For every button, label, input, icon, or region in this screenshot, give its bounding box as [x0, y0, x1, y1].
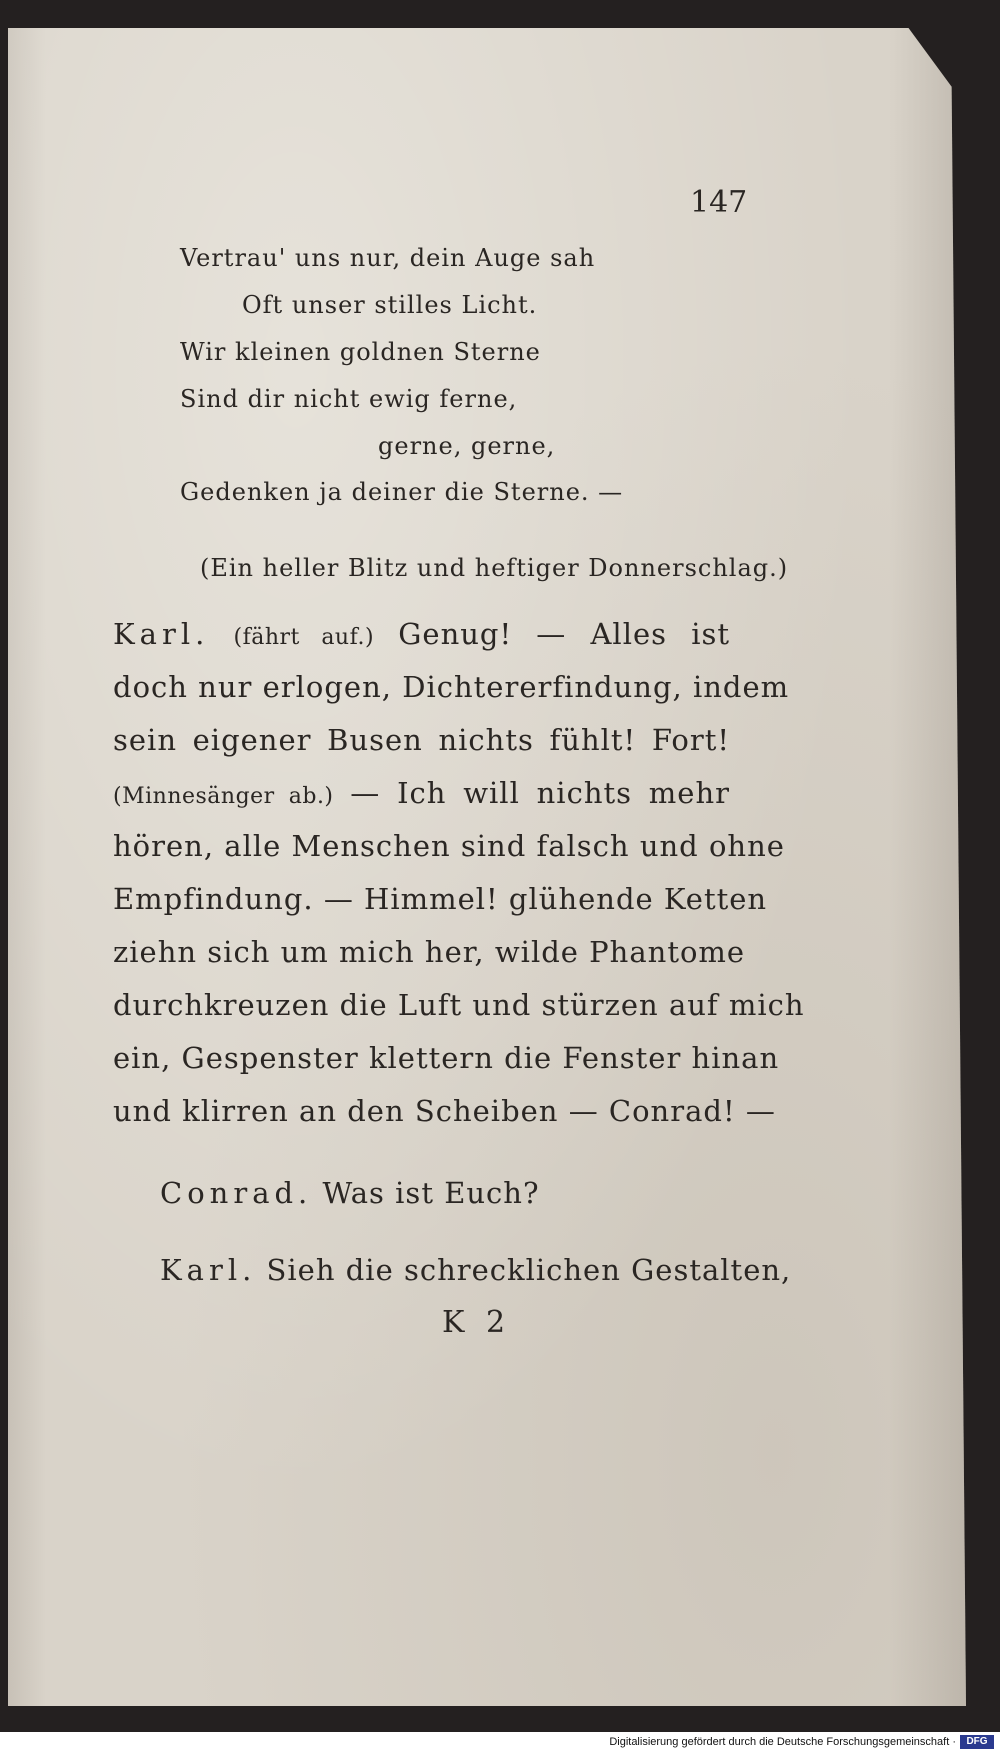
karl-line-4	[113, 776, 730, 810]
karl-line-2: doch nur erlogen, Dichtererfindung, indem	[113, 670, 790, 704]
verse-line-1: Vertrau' uns nur, dein Auge sah	[180, 244, 596, 272]
speaker-conrad: Conrad.	[160, 1176, 313, 1210]
karl-line-5: hören, alle Menschen sind falsch und ohne	[113, 829, 785, 863]
karl-line-11	[160, 1253, 791, 1287]
karl-line-8: durchkreuzen die Luft und stürzen auf mich	[113, 988, 805, 1022]
verse-line-6: Gedenken ja deiner die Sterne. —	[180, 478, 624, 506]
book-page	[8, 28, 966, 1706]
verse-line-2: Oft unser stilles Licht.	[242, 291, 538, 319]
footer-credit: Digitalisierung gefördert durch die Deutsche Forschungsgemeinschaft ·	[609, 1736, 956, 1748]
verse-line-4: Sind dir nicht ewig ferne,	[180, 385, 518, 413]
karl-line-1-text: Genug! — Alles ist	[398, 617, 731, 651]
karl-line-4-text: — Ich will nichts mehr	[350, 776, 730, 810]
karl-line-7: ziehn sich um mich her, wilde Phantome	[113, 935, 746, 969]
speaker-karl-2: Karl.	[160, 1253, 257, 1287]
karl-line-11-text: Sieh die schrecklichen Gestalten,	[266, 1253, 792, 1287]
page-number: 147	[690, 185, 748, 220]
karl-line-3: sein eigener Busen nichts fühlt! Fort!	[113, 723, 730, 757]
signature-mark: K 2	[442, 1305, 512, 1340]
aside-faehrt-auf: (fährt auf.)	[233, 625, 375, 650]
speaker-karl: Karl.	[113, 617, 210, 651]
verse-line-5: gerne, gerne,	[378, 432, 556, 460]
stage-direction: (Ein heller Blitz und heftiger Donnerschlag.)	[200, 554, 789, 582]
aside-minnesaenger-ab: (Minnesänger ab.)	[113, 784, 334, 809]
karl-line-9: ein, Gespenster klettern die Fenster hinan	[113, 1041, 780, 1075]
verse-line-3: Wir kleinen goldnen Sterne	[180, 338, 541, 366]
karl-line-1	[113, 617, 730, 651]
conrad-line	[160, 1176, 540, 1210]
conrad-text: Was ist Euch?	[322, 1176, 540, 1210]
karl-line-10: und klirren an den Scheiben — Conrad! —	[113, 1094, 776, 1128]
karl-line-6: Empfindung. — Himmel! glühende Ketten	[113, 882, 768, 916]
dfg-logo: DFG	[960, 1735, 994, 1749]
